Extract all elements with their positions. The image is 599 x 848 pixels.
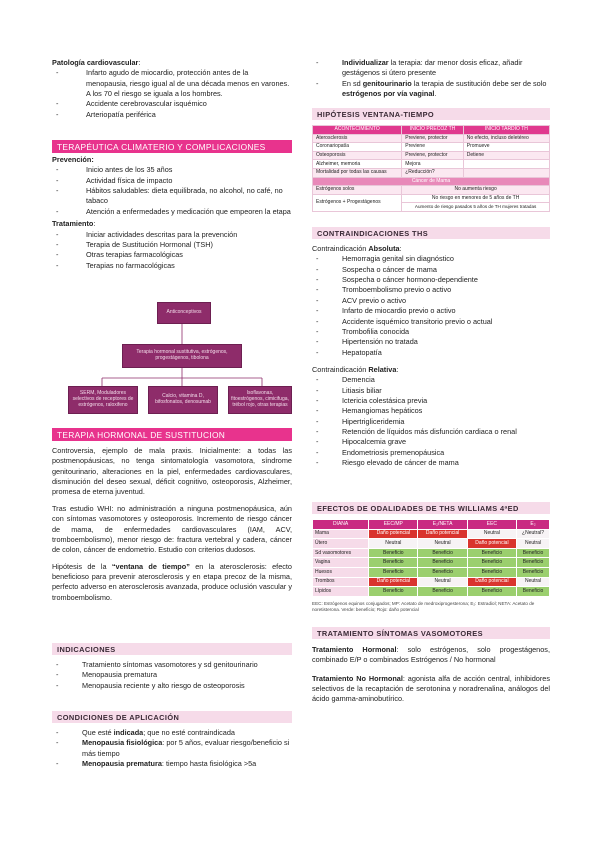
hormonal-text	[52, 446, 292, 603]
section-bar-terapeutica: TERAPÉUTICA CLIMATERIO Y COMPLICACIONES	[52, 140, 292, 153]
table-header: EEC/MP	[369, 520, 418, 530]
table-cell: Beneficio	[418, 567, 467, 577]
list-item: - Hemorragia genital sin diagnóstico	[312, 254, 550, 264]
vasomotores-text	[312, 645, 550, 705]
indicaciones-list	[52, 660, 292, 691]
table-cell: Beneficio	[517, 558, 550, 568]
table-cell: Huesos	[313, 567, 369, 577]
table-row: Estrógenos solos No aumenta riesgo	[313, 186, 550, 195]
list-item: - Iniciar actividades descritas para la prevención	[52, 230, 292, 240]
list-item: - Demencia	[312, 375, 550, 385]
list-item: - Litiasis biliar	[312, 386, 550, 396]
hipotesis-table	[312, 125, 550, 212]
list-item: - Menopausia prematura	[52, 670, 292, 680]
table-cell: Lípidos	[313, 587, 369, 597]
contra-relativa-list	[312, 375, 550, 468]
contra-relativa-label: Contraindicación Relativa:	[312, 364, 399, 374]
table-header: ACONTECIMIENTO	[313, 126, 402, 135]
table-cell: Beneficio	[369, 548, 418, 558]
list-item: - Terapia de Sustitución Hormonal (TSH)	[52, 240, 292, 250]
table-header: EEC	[467, 520, 516, 530]
table-row	[313, 548, 550, 558]
vasomotores-paragraph-2: Tratamiento No Hormonal: agonista alfa de acción central, inhibidores selectivos de la recaptación de serotonina y noradrenalina, análogos del ácido gamma-aminobutírico.	[312, 673, 550, 704]
list-item: - Inicio antes de los 35 años	[52, 165, 292, 175]
list-item: - Hemangiomas hepáticos	[312, 406, 550, 416]
list-item: - Ictericia colestásica previa	[312, 396, 550, 406]
list-item: - Menopausia reciente y alto riesgo de osteoporosis	[52, 681, 292, 691]
table-cell: Beneficio	[517, 567, 550, 577]
table-row: Cáncer de Mama	[313, 177, 550, 186]
condiciones-list	[52, 728, 292, 769]
list-item: - Accidente cerebrovascular isquémico	[52, 99, 292, 109]
list-item: - ACV previo o activo	[312, 296, 550, 306]
section-bar-hormonal: TERAPIA HORMONAL DE SUSTITUCION	[52, 428, 292, 441]
table-header: DIANA	[313, 520, 369, 530]
list-item: - Sospecha o cáncer hormono-dependiente	[312, 275, 550, 285]
table-cell: Neutral	[467, 529, 516, 539]
list-item: - Menopausia prematura: tiempo hasta fisiológica >5a	[52, 759, 292, 769]
table-cell: Mama	[313, 529, 369, 539]
diagram-node-bottom-2: Calcio, vitamina D, bifosfonatos, denosumab	[148, 386, 218, 414]
list-item: - Terapias no farmacológicas	[52, 261, 292, 271]
table-cell: Beneficio	[418, 548, 467, 558]
contra-absoluta-list	[312, 254, 550, 358]
table-cell: Beneficio	[369, 558, 418, 568]
list-item: - Tratamiento síntomas vasomotores y sd genitourinario	[52, 660, 292, 670]
prevencion-block	[52, 155, 292, 271]
section-efectos: EFECTOS DE ODALIDADES DE THS WILLIAMS 4ªED	[312, 502, 550, 514]
diagram-node-middle: Terapia hormonal sustitutiva, estrógenos, progestágenos, tibolona	[122, 344, 242, 368]
list-item: - Menopausia fisiológica: por 5 años, evaluar riesgo/beneficio si más tiempo	[52, 738, 292, 759]
cardio-list	[52, 68, 292, 120]
diagram-node-bottom-3: Isoflavonas, fitoestrógenos, cimicifuga, trébol rojo, otras terapias	[228, 386, 292, 414]
table-cell: Daño potencial	[369, 577, 418, 587]
table-cell: Neutral	[418, 577, 467, 587]
table-cell: Beneficio	[517, 587, 550, 597]
table-cell: Neutral	[517, 577, 550, 587]
table-cell: Daño potencial	[418, 529, 467, 539]
list-item: - Riesgo elevado de cáncer de mama	[312, 458, 550, 468]
table-row: Alzheimer, memoria Mejora	[313, 160, 550, 169]
table-cell: Vagina	[313, 558, 369, 568]
list-item: - Que esté indicada; que no esté contraindicada	[52, 728, 292, 738]
section-indicaciones: INDICACIONES	[52, 643, 292, 655]
table-row	[313, 529, 550, 539]
list-item: - Hipertrigliceridemia	[312, 417, 550, 427]
table-cell: Neutral	[517, 539, 550, 549]
list-item: - Endometriosis premenopáusica	[312, 448, 550, 458]
table-row	[313, 567, 550, 577]
table-cell: Trombos	[313, 577, 369, 587]
list-item: - Infarto de miocardio previo o activo	[312, 306, 550, 316]
contra-absoluta-label: Contraindicación Absoluta:	[312, 244, 402, 253]
list-item: - Otras terapias farmacológicas	[52, 250, 292, 260]
table-cell: Beneficio	[418, 558, 467, 568]
table-cell: Beneficio	[467, 548, 516, 558]
list-item: - Infarto agudo de miocardio, protección antes de la menopausia, riesgo igual al de una década menos en varones. A los 70 el riesgo se iguala a los hombres.	[52, 68, 292, 99]
section-hipotesis: HIPÓTESIS VENTANA-TIEMPO	[312, 108, 550, 120]
table-cell: Beneficio	[467, 587, 516, 597]
table-header: INICIO PRECOZ TH	[402, 126, 464, 135]
table-cell: Daño potencial	[467, 577, 516, 587]
table-row: Coronariopatía Previene Promueve	[313, 143, 550, 152]
individualizar-list	[312, 58, 550, 99]
table-cell: Útero	[313, 539, 369, 549]
hormonal-paragraph-3: Hipótesis de la “ventana de tiempo” en la aterosclerosis: efecto beneficioso para prevenir aterosclerosis y en etapa precoz de la misma, perfecto adverso en aterosclerosis avanzada, produce oclusión vascular y tromboembolismo.	[52, 561, 292, 602]
list-item: - Actividad física de impacto	[52, 176, 292, 186]
table-header: E₂/NETA	[418, 520, 467, 530]
table-header: INICIO TARDÍO TH	[463, 126, 549, 135]
tratamiento-list	[52, 230, 292, 271]
table-row: Aterosclerosis Previene, protector No efecto, incluso deletéreo	[313, 134, 550, 143]
list-item: - En sd genitourinario la terapia de sustitución debe ser de solo estrógenos por vía vaginal.	[312, 79, 550, 100]
tratamiento-title: Tratamiento:	[52, 219, 96, 229]
diagram-node-top: Anticonceptivos	[157, 302, 211, 324]
list-item: - Hepatopatía	[312, 348, 550, 358]
table-cell: ¿Neutral?	[517, 529, 550, 539]
treatment-diagram	[52, 296, 292, 420]
prevencion-title: Prevención:	[52, 155, 94, 164]
table-row	[313, 539, 550, 549]
section-condiciones: CONDICIONES DE APLICACIÓN	[52, 711, 292, 723]
list-item: - Retención de líquidos más disfunción cardiaca o renal	[312, 427, 550, 437]
table-row	[313, 558, 550, 568]
table-row: Aumento de riesgo pasados 5 años de TH mujeres tratadas	[313, 203, 550, 212]
table-cell: Beneficio	[467, 558, 516, 568]
table-cell: Beneficio	[369, 587, 418, 597]
table-cell: Beneficio	[517, 548, 550, 558]
table-cell: Neutral	[418, 539, 467, 549]
table-cell: Daño potencial	[369, 529, 418, 539]
section-contraindicaciones: CONTRAINDICACIONES THS	[312, 227, 550, 239]
table-row: Osteoporosis Previene, protector Detiene	[313, 151, 550, 160]
section-vasomotores: TRATAMIENTO SÍNTOMAS VASOMOTORES	[312, 627, 550, 639]
list-item: - Trombofilia conocida	[312, 327, 550, 337]
vasomotores-paragraph-1: Tratamiento Hormonal: solo estrógenos, solo progestágenos, combinado E/P o combinados Estrógenos / No hormonal	[312, 645, 550, 665]
list-item: - Hipertensión no tratada	[312, 337, 550, 347]
list-item: - Hipocalcemia grave	[312, 437, 550, 447]
cardio-block	[52, 58, 292, 120]
diagram-node-bottom-1: SERM, Moduladores selectivos de receptores de estrógenos, raloxifeno	[68, 386, 138, 414]
table-cell: Beneficio	[467, 567, 516, 577]
list-item: - Atención a enfermedades y medicación que empeoren la etapa	[52, 207, 292, 217]
list-item: - Tromboembolismo previo o activo	[312, 285, 550, 295]
hormonal-paragraph-1: Controversia, ejemplo de mala praxis. Inicialmente: a todas las postmenopáusicas, no tenga sintomatología vasomotora, síndrome genitourinario, alteraciones en la piel, enfermedades cardiovasculares, disminución del deseo sexual, déficit cognitivo, osteoporosis, Alzheimer, promesa de eterna juventud.	[52, 446, 292, 497]
list-item: - Hábitos saludables: dieta equilibrada, no alcohol, no café, no tabaco	[52, 186, 292, 207]
contra-block	[312, 244, 550, 469]
list-item: - Individualizar la terapia: dar menor dosis eficaz, añadir gestágenos si útero presente	[312, 58, 550, 79]
table-row: Estrógenos + Progestágenos No riesgo en menores de 5 años de TH	[313, 194, 550, 203]
table-header: E₂	[517, 520, 550, 530]
table-row	[313, 577, 550, 587]
efectos-table	[312, 519, 550, 597]
efectos-note: EEC: Estrógenos equinos conjugados; MP: Acetato de medroxiprogesterona; E₂: Estradiol; NETA: Acetato de noretisterona. Verde: beneficio; Rojo: daño potencial	[312, 601, 535, 612]
hormonal-paragraph-2: Tras estudio WHI: no administración a ninguna postmenopáusica, aún con síntomas vasomotores y osteoporosis. Incremento de riesgo cáncer de mama, de enfermedades cardiovasculares (IAM, ACV, tromboembolismo), menor riesgo de: fractura vertebral y cadera, cáncer de colon, cáncer de endometrio. Estudio con criterios dudosos.	[52, 503, 292, 555]
table-cell: Daño potencial	[467, 539, 516, 549]
list-item: - Arteriopatía periférica	[52, 110, 292, 120]
table-cell: Sd vasomotores	[313, 548, 369, 558]
table-cell: Beneficio	[418, 587, 467, 597]
table-cell: Beneficio	[369, 567, 418, 577]
list-item: - Sospecha o cáncer de mama	[312, 265, 550, 275]
table-row: Mortalidad por todas las causas ¿Reducción?	[313, 168, 550, 177]
prevencion-list	[52, 165, 292, 217]
table-row	[313, 587, 550, 597]
table-cell: Neutral	[369, 539, 418, 549]
cardio-title: Patología cardiovascular:	[52, 58, 141, 67]
list-item: - Accidente isquémico transitorio previo o actual	[312, 317, 550, 327]
